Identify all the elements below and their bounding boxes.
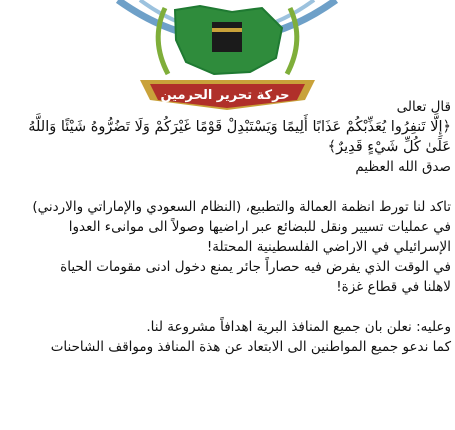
paragraph-line: الإسرائيلي في الاراضي الفلسطينية المحتلة! [206, 239, 451, 255]
verse-intro: قال تعالى [396, 99, 451, 115]
verse-line-1: ﴿إِلَّا تَنفِرُوا يُعَذِّبْكُمْ عَذَابًا أَلِيمًا وَيَسْتَبْدِلْ قَوْمًا غَيْرَكُمْ وَلَا تَضُرُّوهُ شَيْئًا وَاللَّهُ [28, 119, 451, 135]
kaaba-icon [212, 22, 242, 52]
paragraph-line: في الوقت الذي يفرض فيه حصاراً جائر يمنع دخول ادنى مقومات الحياة [60, 259, 451, 275]
kaaba-band [212, 28, 242, 32]
paragraph-line: كما ندعو جميع المواطنين الى الابتعاد عن هذة المنافذ ومواقف الشاحنات [50, 339, 451, 355]
paragraph-line: في عمليات تسيير ونقل للبضائع عبر اراضيها وصولاً الى موانىء العدوا [68, 219, 451, 235]
logo-text: حركة تحرير الحرمين [160, 88, 290, 103]
header-emblem [0, 0, 455, 112]
paragraph-line: تاكد لنا تورط انظمة العمالة والتطبيع، (النظام السعودي والإماراتي والاردني) [32, 199, 451, 215]
paragraph-gap [6, 177, 451, 197]
paragraph-line: لاهلنا في قطاع غزة! [336, 279, 451, 295]
paragraph-line: وعليه: نعلن بان جميع المنافذ البرية اهدافاً مشروعة لنا. [146, 319, 451, 335]
verse-closing: صدق الله العظيم [355, 159, 451, 175]
verse-line-2: عَلَىٰ كُلِّ شَيْءٍ قَدِيرٌ﴾ [327, 139, 451, 155]
paragraph-gap [6, 297, 451, 317]
statement-body [6, 97, 451, 357]
